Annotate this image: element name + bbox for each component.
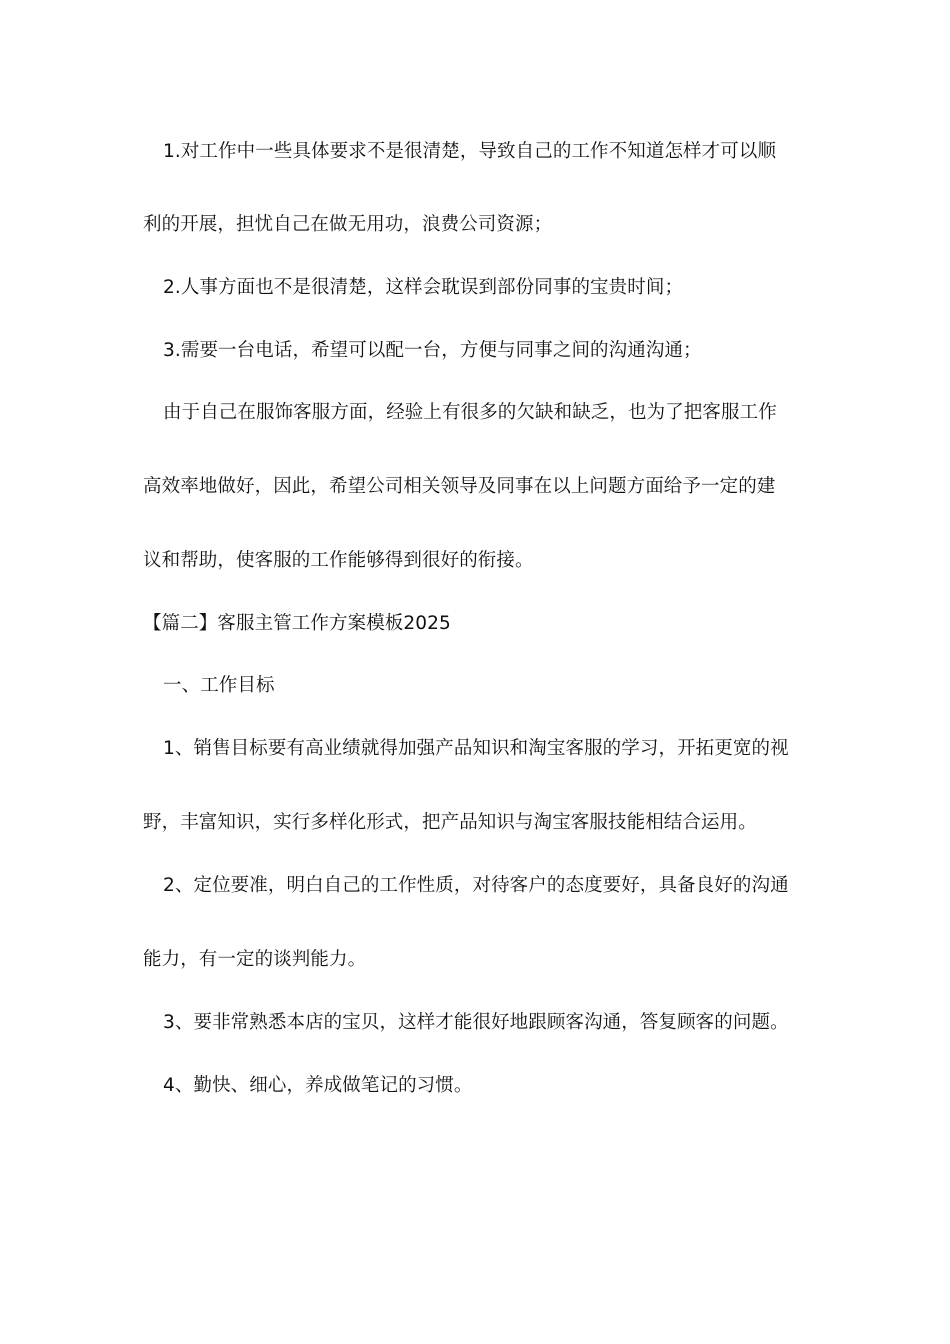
- text-line: 议和帮助，使客服的工作能够得到很好的衔接。: [143, 550, 534, 571]
- text-line: 高效率地做好，因此，希望公司相关领导及同事在以上问题方面给予一定的建: [143, 476, 776, 497]
- text-line: 3、要非常熟悉本店的宝贝，这样才能很好地跟顾客沟通，答复顾客的问题。: [163, 1012, 789, 1033]
- text-line: 能力，有一定的谈判能力。: [143, 949, 367, 970]
- text-line: 2.人事方面也不是很清楚，这样会耽误到部份同事的宝贵时间；: [163, 277, 684, 298]
- text-line: 利的开展，担忧自己在做无用功，浪费公司资源；: [143, 214, 553, 235]
- text-line: 4、勤快、细心，养成做笔记的习惯。: [163, 1075, 473, 1096]
- text-line: 由于自己在服饰客服方面，经验上有很多的欠缺和缺乏，也为了把客服工作: [163, 402, 777, 423]
- text-line: 野，丰富知识，实行多样化形式，把产品知识与淘宝客服技能相结合运用。: [143, 812, 757, 833]
- text-line: 2、定位要准，明白自己的工作性质，对待客户的态度要好，具备良好的沟通: [163, 875, 789, 896]
- subsection-heading: 一、工作目标: [163, 675, 275, 696]
- text-line: 3.需要一台电话，希望可以配一台，方便与同事之间的沟通沟通；: [163, 340, 702, 361]
- text-line: 1.对工作中一些具体要求不是很清楚，导致自己的工作不知道怎样才可以顺: [163, 141, 777, 162]
- text-line: 1、销售目标要有高业绩就得加强产品知识和淘宝客服的学习，开拓更宽的视: [163, 738, 789, 759]
- section-heading: 【篇二】客服主管工作方案模板2025: [143, 613, 451, 634]
